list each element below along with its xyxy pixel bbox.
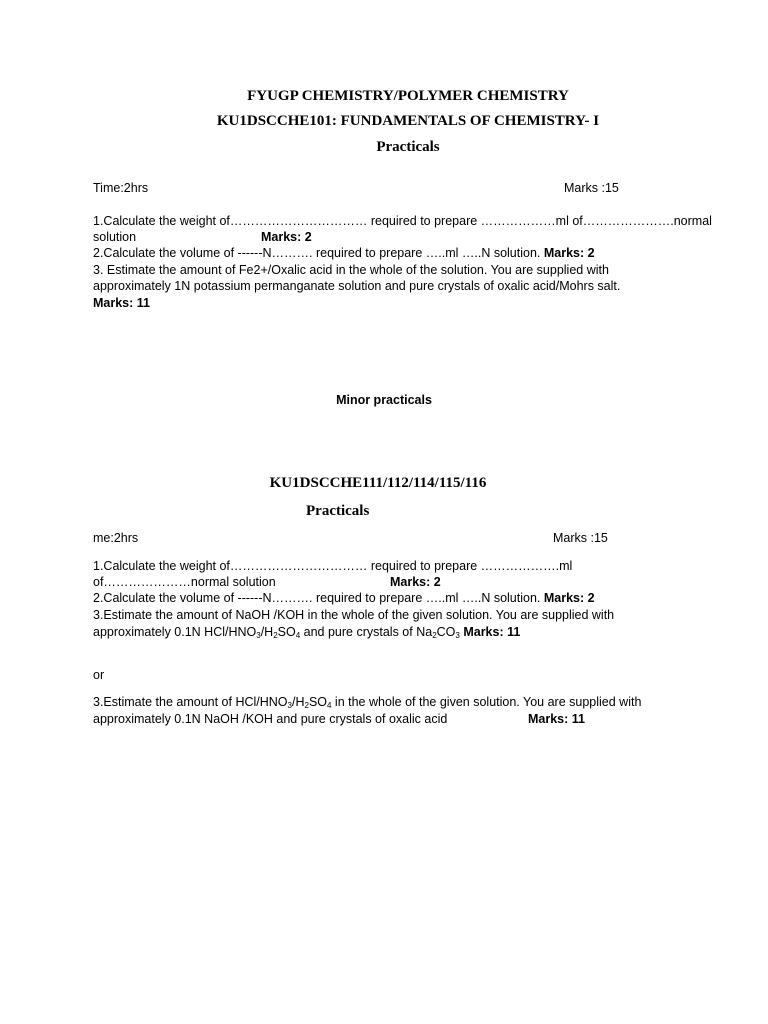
time-label: Time:2hrs [93,181,149,195]
question-2-marks: Marks: 2 [543,246,595,260]
minor-course-code: KU1DSCCHE111/112/114/115/116 [269,475,487,491]
minor-marks-total: Marks :15 [553,531,608,545]
course-code-title: KU1DSCCHE101: FUNDAMENTALS OF CHEMISTRY- I [216,113,600,129]
or-separator: or [93,668,105,682]
alt-question-3-line-1: 3.Estimate the amount of HCl/$HNO_3/H_2SO_4$ in the whole of the given solution. You are supplied with [93,695,642,710]
question-1-line-2: solution [93,230,137,244]
question-1-marks: Marks: 2 [261,230,312,244]
alt-question-3-line-2: approximately 0.1N NaOH /KOH and pure crystals of oxalic acid [93,712,448,726]
marks-total: Marks :15 [564,181,619,195]
minor-question-1-line-1: 1.Calculate the weight of…………………………… required to prepare ……………….ml [93,559,573,573]
minor-practicals-heading: Minor practicals [336,393,432,407]
practicals-heading: Practicals [376,139,440,155]
minor-question-2-marks: Marks: 2 [543,591,595,605]
minor-question-1-line-2: of…………………normal solution [93,575,276,589]
minor-question-1-marks: Marks: 2 [390,575,441,589]
course-title: FYUGP CHEMISTRY/POLYMER CHEMISTRY [247,88,569,104]
minor-question-3-marks: Marks: 11 [463,625,521,639]
minor-question-2: 2.Calculate the volume of ------N………. required to prepare …..ml …..N solution. Marks: 2 [93,591,595,605]
question-3-marks: Marks: 11 [93,296,150,310]
alt-question-3-marks: Marks: 11 [528,712,585,726]
question-3-line-2: approximately 1N potassium permanganate solution and pure crystals of oxalic acid/Mohrs salt. [93,279,621,293]
question-2: 2.Calculate the volume of ------N………. required to prepare …..ml …..N solution. Marks: 2 [93,246,595,260]
minor-time-label: me:2hrs [93,531,139,545]
minor-question-3-line-1: 3.Estimate the amount of NaOH /KOH in the whole of the given solution. You are supplied with [93,608,615,622]
question-1-line-1: 1.Calculate the weight of…………………………… required to prepare ………………ml of………………….normal [93,214,712,228]
minor-question-3-line-2: approximately 0.1N HCl/$HNO_3/H_2SO_4$ and pure crystals of $Na_2CO_3$ Marks: 11 [93,625,521,640]
question-3-line-1: 3. Estimate the amount of Fe2+/Oxalic acid in the whole of the solution. You are supplied with [93,263,609,277]
minor-practicals-title: Practicals [306,503,370,519]
